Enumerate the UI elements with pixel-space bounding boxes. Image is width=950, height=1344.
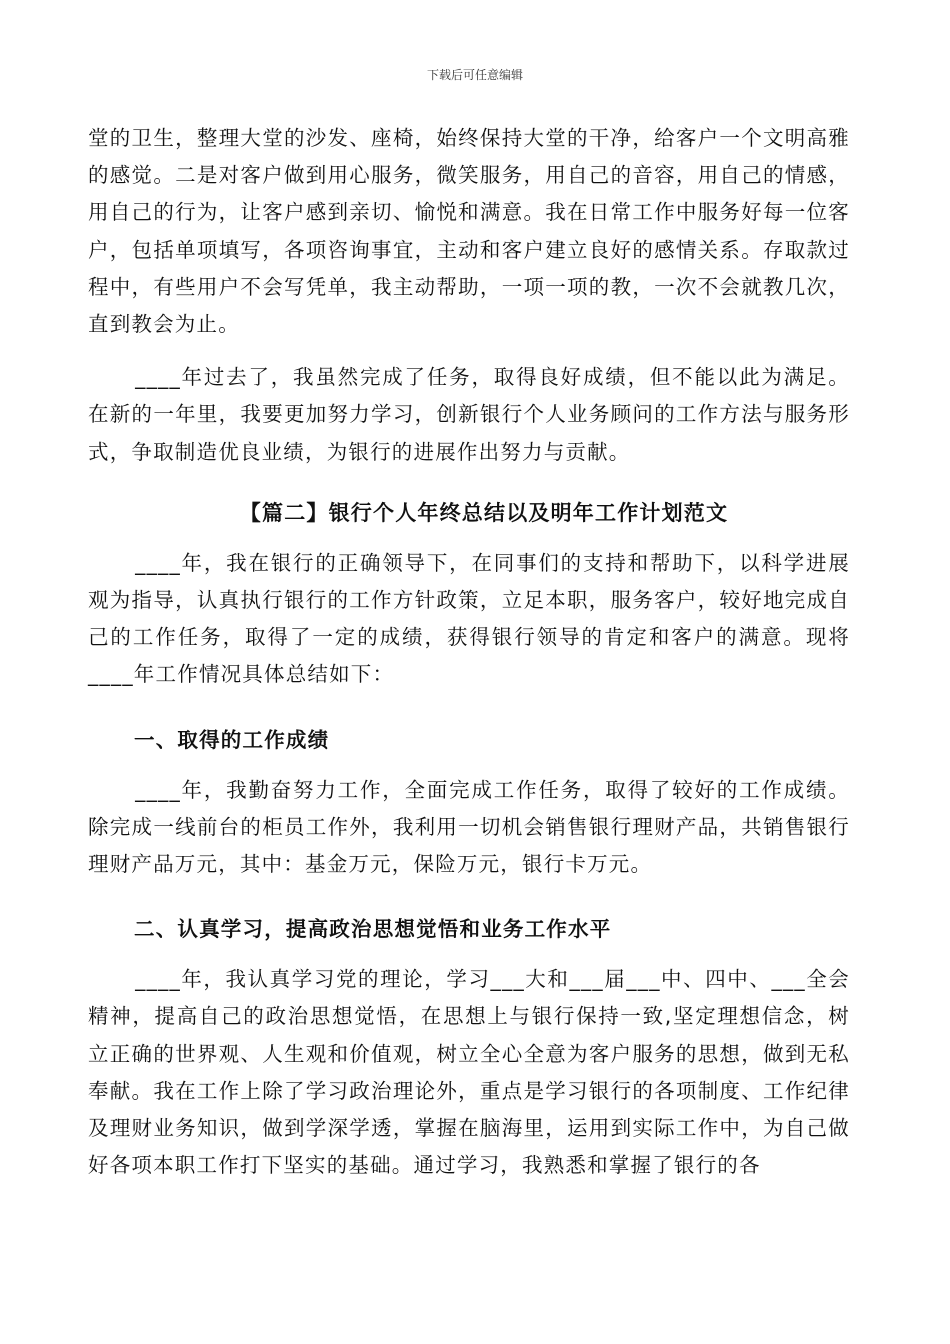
heading-achievements: 一、取得的工作成绩 — [134, 727, 330, 752]
paragraph-intro: ____年，我在银行的正确领导下，在同事们的支持和帮助下，以科学进展观为指导，认真执行银行的工作方针政策，立足本职，服务客户，较好地完成自己的工作任务，取得了一定的成绩，获得银行领导的肯定和客户的满意。现将____年工作情况具体总结如下： — [88, 550, 850, 687]
section-title: 【篇二】银行个人年终总结以及明年工作计划范文 — [239, 500, 729, 525]
header-note: 下载后可任意编辑 — [426, 68, 523, 82]
paragraph-year-summary: ____年过去了，我虽然完成了任务，取得良好成绩，但不能以此为满足。在新的一年里，我要更加努力学习，创新银行个人业务顾问的工作方法与服务形式，争取制造优良业绩，为银行的进展作出努力与贡献。 — [88, 365, 850, 464]
document-body — [88, 120, 850, 1184]
paragraph-study: ____年，我认真学习党的理论，学习___大和___届___中、四中、___全会精神，提高自己的政治思想觉悟，在思想上与银行保持一致,坚定理想信念，树立正确的世界观、人生观和价值观，树立全心全意为客户服务的思想，做到无私奉献。我在工作上除了学习政治理论外，重点是学习银行的各项制度、工作纪律及理财业务知识，做到学深学透，掌握在脑海里，运用到实际工作中，为自己做好各项本职工作打下坚实的基础。通过学习，我熟悉和掌握了银行的各 — [88, 967, 850, 1178]
paragraph-continued: 堂的卫生，整理大堂的沙发、座椅，始终保持大堂的干净，给客户一个文明高雅的感觉。二是对客户做到用心服务，微笑服务，用自己的音容，用自己的情感，用自己的行为，让客户感到亲切、愉悦和满意。我在日常工作中服务好每一位客户，包括单项填写，各项咨询事宜，主动和客户建立良好的感情关系。存取款过程中，有些用户不会写凭单，我主动帮助，一项一项的教，一次不会就教几次，直到教会为止。 — [88, 126, 850, 337]
heading-study: 二、认真学习，提高政治思想觉悟和业务工作水平 — [134, 917, 612, 942]
paragraph-achievements: ____年，我勤奋努力工作，全面完成工作任务，取得了较好的工作成绩。除完成一线前台的柜员工作外，我利用一切机会销售银行理财产品，共销售银行理财产品万元，其中：基金万元，保险万元，银行卡万元。 — [88, 777, 850, 877]
